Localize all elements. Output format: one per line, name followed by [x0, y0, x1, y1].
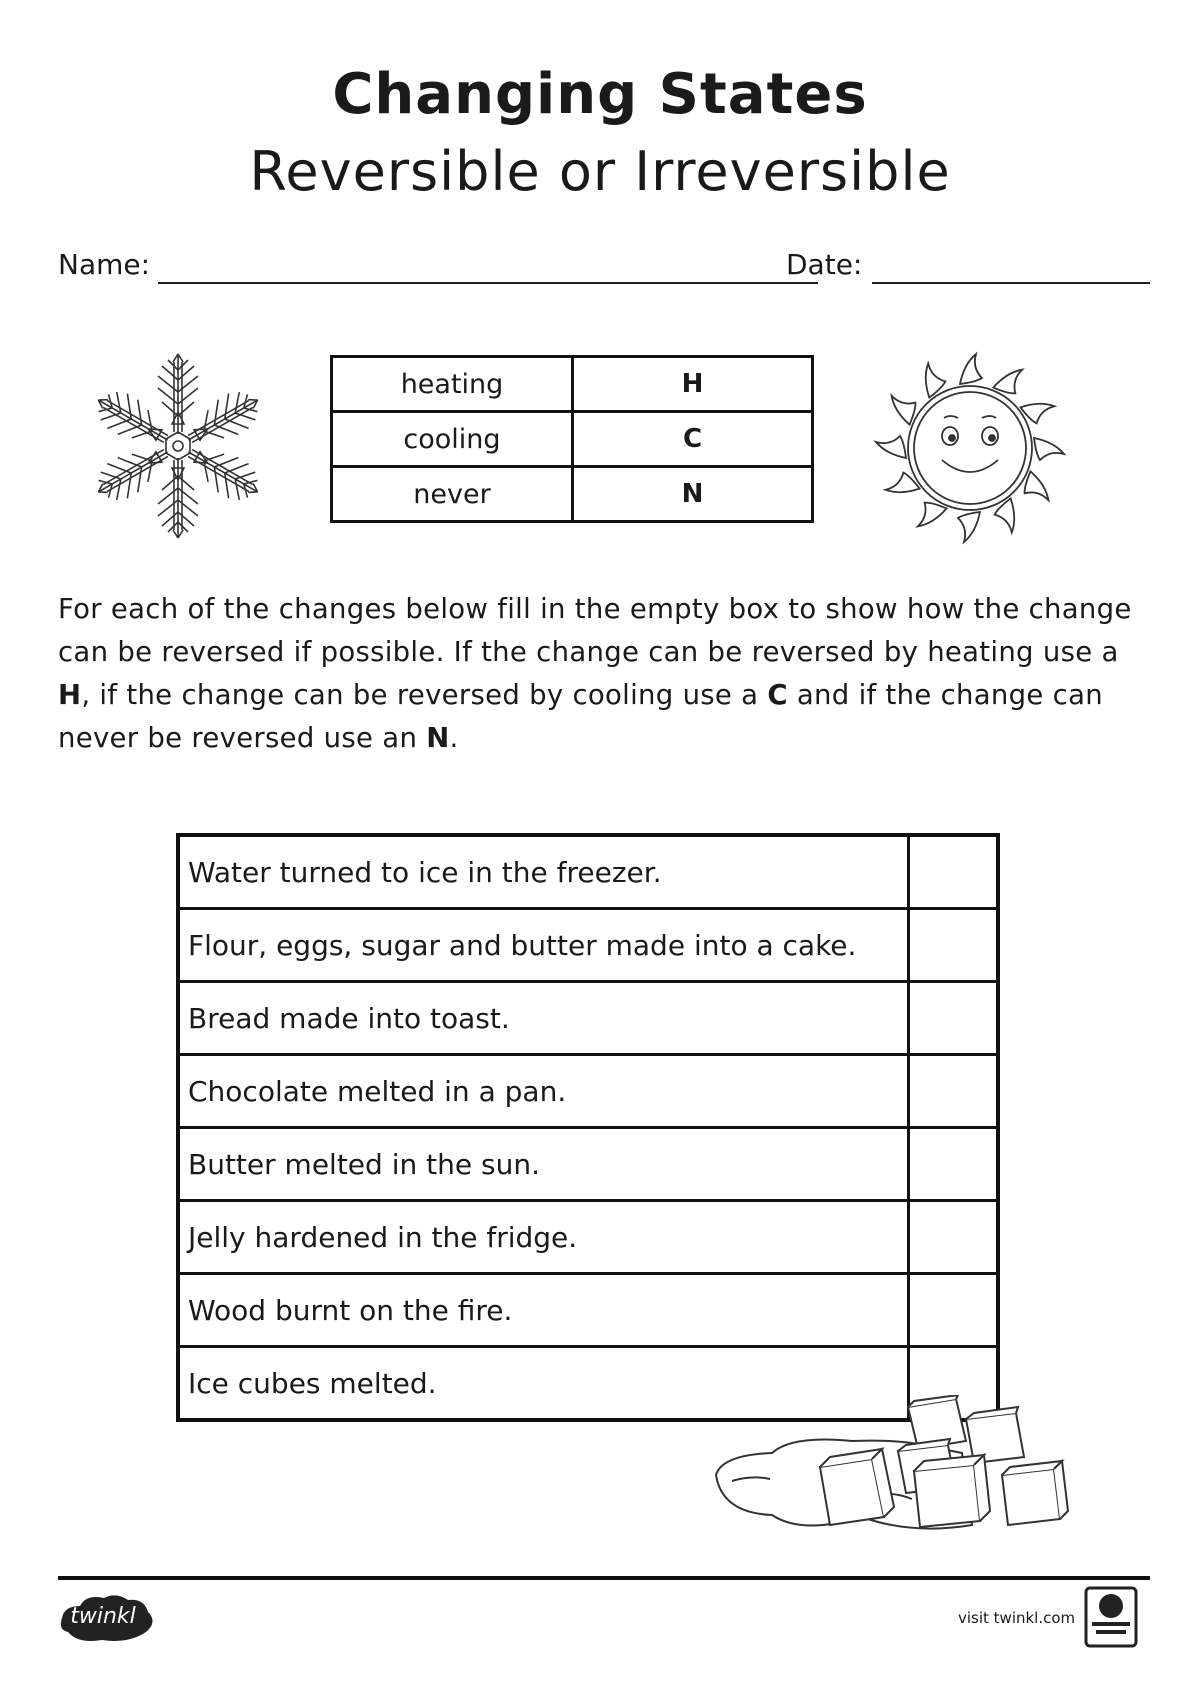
change-description: Bread made into toast. [178, 982, 909, 1055]
change-description: Wood burnt on the fire. [178, 1274, 909, 1347]
changes-table [176, 833, 1000, 1422]
date-label: Date: [786, 248, 863, 281]
twinkl-logo[interactable] [58, 1592, 154, 1644]
table-row [178, 1274, 998, 1347]
key-word: heating [332, 357, 573, 412]
instructions [58, 588, 1158, 760]
answer-box[interactable] [909, 1274, 999, 1347]
logo-text: twinkl [70, 1604, 136, 1629]
footer-divider [58, 1576, 1150, 1580]
table-row [178, 982, 998, 1055]
key-letter: H [573, 357, 813, 412]
answer-box[interactable] [909, 1128, 999, 1201]
table-row [178, 1201, 998, 1274]
change-description: Chocolate melted in a pan. [178, 1055, 909, 1128]
page-title: Changing States [332, 62, 868, 127]
answer-box[interactable] [909, 909, 999, 982]
change-description: Flour, eggs, sugar and butter made into a cake. [178, 909, 909, 982]
snowflake-icon [92, 348, 264, 544]
instructions-part1: For each of the changes below fill in the empty box to show how the change can be reversed if possible. If the change can be reversed by heating use a [58, 593, 1132, 668]
name-label: Name: [58, 248, 151, 281]
key-row [332, 357, 813, 412]
instructions-c: C [767, 679, 788, 711]
change-description: Water turned to ice in the freezer. [178, 835, 909, 909]
key-letter: N [573, 467, 813, 522]
change-description: Jelly hardened in the fridge. [178, 1201, 909, 1274]
change-description: Butter melted in the sun. [178, 1128, 909, 1201]
table-row [178, 1128, 998, 1201]
sun-icon [872, 350, 1068, 546]
key-letter: C [573, 412, 813, 467]
quality-badge-icon [1084, 1586, 1138, 1648]
ice-cubes-icon [712, 1395, 1152, 1545]
table-row [178, 1055, 998, 1128]
answer-box[interactable] [909, 1201, 999, 1274]
table-row [178, 835, 998, 909]
table-row [178, 909, 998, 982]
key-row [332, 467, 813, 522]
instructions-part4: . [449, 722, 459, 754]
change-description: Ice cubes melted. [178, 1347, 909, 1421]
key-word: never [332, 467, 573, 522]
instructions-n: N [426, 722, 450, 754]
page-subtitle: Reversible or Irreversible [249, 140, 951, 203]
answer-box[interactable] [909, 835, 999, 909]
name-field[interactable] [158, 282, 818, 284]
instructions-h: H [58, 679, 82, 711]
visit-link[interactable]: visit twinkl.com [958, 1609, 1076, 1627]
key-row [332, 412, 813, 467]
answer-box[interactable] [909, 982, 999, 1055]
name-date-row [58, 248, 1148, 288]
answer-box[interactable] [909, 1055, 999, 1128]
instructions-part3: and if the change can never be reversed use an [58, 679, 1103, 754]
date-field[interactable] [872, 282, 1150, 284]
key-table [330, 355, 814, 523]
instructions-part2: , if the change can be reversed by cooling use a [81, 679, 768, 711]
key-word: cooling [332, 412, 573, 467]
